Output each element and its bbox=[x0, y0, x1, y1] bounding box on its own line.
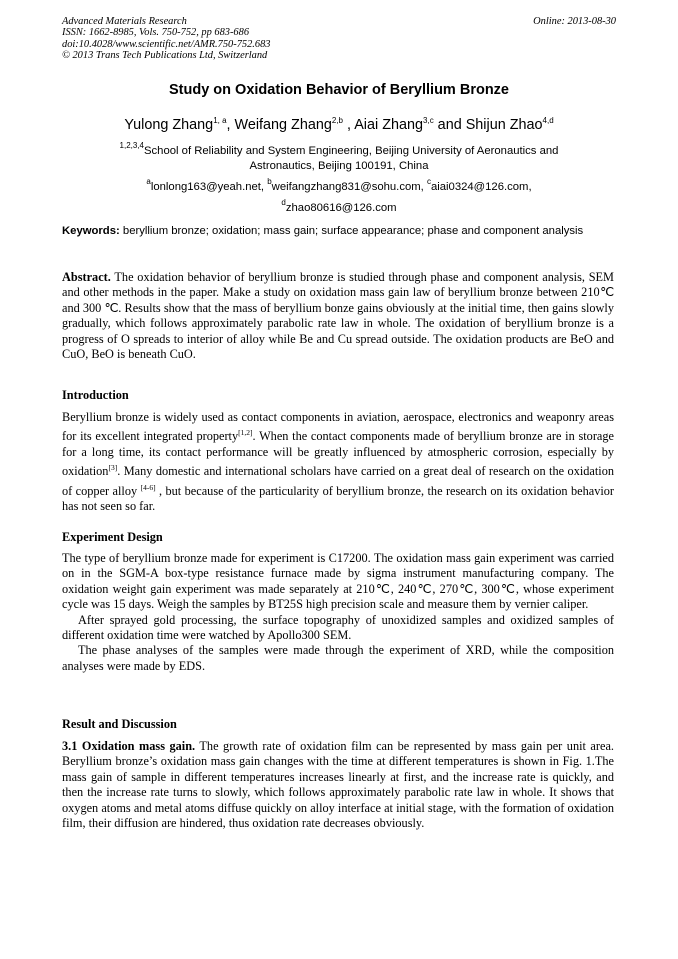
copyright-line: © 2013 Trans Tech Publications Ltd, Switzerland bbox=[62, 49, 268, 61]
email: aiai0324@126.com bbox=[430, 181, 529, 193]
experiment-heading: Experiment Design bbox=[62, 530, 163, 544]
abstract-label: Abstract. bbox=[62, 270, 111, 284]
experiment-body bbox=[62, 551, 614, 674]
citation: [1,2] bbox=[238, 428, 253, 438]
email-sup: d bbox=[281, 198, 286, 207]
result-heading: Result and Discussion bbox=[62, 717, 177, 731]
author-name: Aiai Zhang bbox=[354, 117, 424, 133]
affiliation bbox=[62, 138, 616, 174]
author-name: Shijun Zhao bbox=[465, 117, 543, 133]
author-name: Weifang Zhang bbox=[234, 117, 332, 133]
intro-text: Beryllium bronze is widely used as contact components in aviation, aerospace, electronics and weaponry areas for its excellent integrated property bbox=[62, 410, 614, 444]
intro-text: . When the contact components made of beryllium bronze are in storage for a long time, its contact performance will be greatly influenced by atmospheric corrosion, especially by oxidation bbox=[62, 429, 614, 479]
affiliation-line: Astronautics, Beijing 100191, China bbox=[249, 160, 429, 172]
affiliation-line: School of Reliability and System Engineering, Beijing University of Aeronautics and bbox=[144, 145, 559, 157]
email-sup: a bbox=[146, 177, 151, 186]
experiment-paragraph: The phase analyses of the samples were made through the experiment of XRD, while the composition analyses were made by EDS. bbox=[62, 643, 614, 673]
introduction-body bbox=[62, 410, 614, 514]
online-date: Online: 2013-08-30 bbox=[533, 16, 616, 27]
author-sup: 1, a bbox=[213, 116, 227, 125]
intro-text: . Many domestic and international scholars have carried on a great deal of research on the oxidation of copper alloy bbox=[62, 464, 614, 498]
email-sup: b bbox=[267, 177, 272, 186]
author-name: Yulong Zhang bbox=[124, 117, 214, 133]
doi-line: doi:10.4028/www.scientific.net/AMR.750-752.683 bbox=[62, 38, 271, 50]
paper-title: Study on Oxidation Behavior of Beryllium Bronze bbox=[169, 82, 509, 98]
keywords bbox=[62, 224, 614, 239]
email-list: $^a$lonlong163@yeah.net, $^b$weifangzhang831@sohu.com, $^c$aiai0324@126.com, $^d$zhao80616@126.com bbox=[146, 177, 532, 214]
author-list: Yulong Zhang$^{1, a}$, Weifang Zhang$^{2,b}$ , Aiai Zhang$^{3,c}$ and Shijun Zhao$^{4,d}$ bbox=[124, 116, 554, 133]
email-sup: c bbox=[426, 177, 431, 186]
issn-line: ISSN: 1662-8985, Vols. 750-752, pp 683-686 bbox=[62, 27, 250, 39]
affiliation-sup: 1,2,3,4 bbox=[119, 141, 144, 150]
email: weifangzhang831@sohu.com bbox=[271, 181, 421, 193]
keywords-label: Keywords: bbox=[62, 225, 120, 237]
introduction-heading: Introduction bbox=[62, 388, 129, 402]
citation: [4-6] bbox=[140, 482, 156, 492]
abstract bbox=[62, 270, 614, 362]
email: lonlong163@yeah.net bbox=[150, 181, 261, 193]
journal-header bbox=[62, 16, 616, 61]
author-sup: 4,d bbox=[542, 116, 554, 125]
experiment-paragraph: After sprayed gold processing, the surface topography of unoxidized samples and oxidized samples of different oxidation time were watched by Apollo300 SEM. bbox=[62, 612, 614, 643]
result-text: The growth rate of oxidation film can be represented by mass gain per unit area. Beryllium bronze’s oxidation mass gain changes with the time at different temperatures is shown in Fig. 1.The mass gain of sample in different temperatures increases linearly at first, and the increase rate is quickly, and then the increase rate turns to slowly, which follows approximately parabolic rate law in whole. It shows that oxygen atoms and metal atoms diffuse quickly on alloy interface at initial stage, with the formation of oxidation film, their diffusion are hindered, thus oxidation rate decreases obviously. bbox=[62, 739, 614, 831]
experiment-paragraph: The type of beryllium bronze made for experiment is C17200. The oxidation mass gain experiment was carried on in the SGM-A box-type resistance furnace made by sigma instrument manufacturing company. The oxidation weight gain experiment was made separately at 210℃, 240℃, 270℃, 300℃, whose experiment cycle was 15 days. Weigh the samples by BT25S high precision scale and measure them by vernier caliper. bbox=[62, 551, 614, 612]
intro-text: , but because of the particularity of beryllium bronze, the research on its oxidation behavior has not seen so far. bbox=[62, 483, 615, 514]
result-body bbox=[62, 739, 614, 831]
citation: [3] bbox=[108, 463, 118, 473]
email: zhao80616@126.com bbox=[285, 202, 397, 214]
subsection-label: 3.1 Oxidation mass gain. bbox=[62, 739, 196, 753]
abstract-text: The oxidation behavior of beryllium bronze is studied through phase and component analysis, SEM and other methods in the paper. Make a study on oxidation mass gain law of beryllium bronze between 210℃ and 300 ℃. Results show that the mass of beryllium bonze gains obviously at the initial time, then gains slowly gradually, which follows approximately parabolic rate law in whole. The oxidation of beryllium bronze is a progress of O spreads to interior of alloy while Be and Cu spread outside. The oxidation products are BeO and CuO, BeO is beneath CuO. bbox=[62, 270, 614, 362]
journal-name: Advanced Materials Research bbox=[62, 16, 187, 27]
author-sup: 2,b bbox=[331, 116, 343, 125]
keywords-text: beryllium bronze; oxidation; mass gain; surface appearance; phase and component analysis bbox=[122, 225, 584, 237]
author-sup: 3,c bbox=[423, 116, 434, 125]
